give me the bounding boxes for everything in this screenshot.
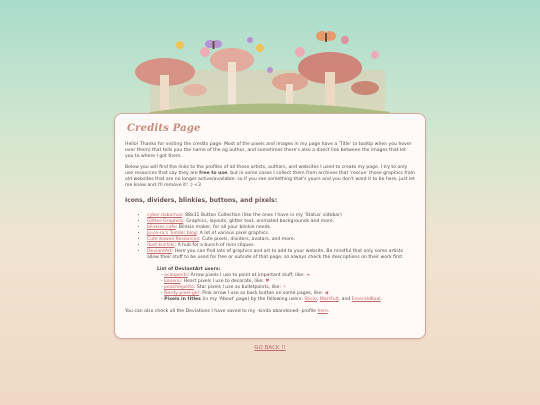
resource-link[interactable]: Glitter-Graphics (147, 219, 184, 224)
resource-desc: : A lot of various pixel graphics. (196, 231, 270, 236)
da-user-link[interactable]: Sticio (304, 297, 317, 302)
da-last-and: , and (338, 297, 352, 302)
da-user-desc: : Pink arrow I use as back button on some pages, like: (199, 291, 325, 296)
resource-desc: : 88x31 Button Collection (like the ones I have in my 'Status' sidebar) (182, 213, 342, 218)
resource-desc: : Here you can find lots of graphics and art to add to your website. Be mindful that only some artists allow their stuff to be used for free or outside of that page, so always check the descriptions on their work first. (147, 249, 404, 260)
resource-link[interactable]: dust kuchiki (147, 243, 175, 248)
da-user-link[interactable]: kouenii (164, 279, 181, 284)
profile-link[interactable]: here (317, 309, 328, 314)
resource-link[interactable]: cyber.dabamos (147, 213, 183, 218)
resource-desc: : Cute pixels, dividers, avatars, and more. (199, 237, 296, 242)
arrow-pixel-icon: ➜ (306, 273, 310, 278)
da-last-prefix: Pixels in titles (164, 297, 201, 302)
da-user-link[interactable]: acaupechi (164, 273, 188, 278)
list-item (147, 249, 415, 261)
flower-garden-illustration (0, 0, 540, 120)
resource-desc: : Blinkie maker, for all your blinkie needs. (175, 225, 272, 230)
da-user-desc: : Star pixels I use as bulletpoints, like: (193, 285, 283, 290)
da-user-link[interactable]: peachiepeito (164, 285, 194, 290)
da-last-mid: (in my 'About' page) by the following users: (200, 297, 305, 302)
da-user-desc: : Heart pixels I use to decorate, like: (180, 279, 266, 284)
outro-paragraph: You can also check all the Deviations I have saved to my -kinda abandoned- profile here. (125, 309, 330, 314)
intro2-text-a: Below you will find the links to the profiles of all those artists, authors, and websites I used to create my page. I try to only use resources that say they are (125, 165, 408, 176)
da-user-link[interactable]: Nerdy-pixel-girl (164, 291, 200, 296)
outro-text: You can also check all the Deviations I have saved to my -kinda abandoned- profile (125, 309, 318, 314)
credits-card (114, 113, 426, 339)
resource-desc: : Graphics, layouts, glitter text, animated backgrounds and more. (183, 219, 335, 224)
da-user-link[interactable]: EmeraldKoal (351, 297, 381, 302)
butterfly-icon (205, 40, 222, 49)
section-heading: Icons, dividers, blinkies, buttons, and pixels: (125, 197, 278, 204)
resource-list (125, 213, 415, 261)
da-heading: List of DeviantArt users: (157, 267, 221, 272)
resource-desc: : A hub for a bunch of mini cliques. (174, 243, 255, 248)
resource-link[interactable]: blinkies.cafe (147, 225, 176, 230)
resource-link[interactable]: Jo-ce-ra's Tumblr blog (147, 231, 197, 236)
da-user-list (157, 273, 415, 303)
pink-arrow-icon: ◀ (324, 291, 329, 296)
butterfly-icon (316, 31, 336, 42)
deviantart-users-block (125, 267, 415, 303)
intro2-text-b: , but in some cases I collect them from archives that 'rescue' those graphics from old websites that are no longer active/available; so if you see something that's yours and you don't want it to be here, just let me know and I'll remove it! :) <3 (125, 171, 416, 188)
go-back-link[interactable]: GO BACK !! (254, 345, 286, 351)
intro2-bold: free to use (199, 171, 228, 176)
list-item: - Pixels in titles (in my 'About' page) by the following users: Sticio, MartFult, and EmeraldKoal. (161, 297, 415, 303)
intro-paragraph-2 (125, 165, 415, 189)
intro-paragraph: Hello! Thanks for visiting the credits page. Most of the pixels and images in my page have a 'Title' (a tooltip when you hover over them) that tells you the name of the og author, and sometimes there's also a direct link between the images that let you to where I got them. (125, 142, 412, 159)
resource-link[interactable]: DeviantArt (147, 249, 172, 254)
da-user-desc: : Arrow pixels I use to point at important stuff, like: (187, 273, 307, 278)
da-user-link[interactable]: MartFult (319, 297, 339, 302)
heart-pixel-icon: ♥ (265, 279, 270, 284)
resource-link[interactable]: Cute Kawaii Resources (147, 237, 199, 242)
star-pixel-icon: ✧ (282, 285, 287, 290)
page-title: Credits Page (127, 123, 201, 134)
